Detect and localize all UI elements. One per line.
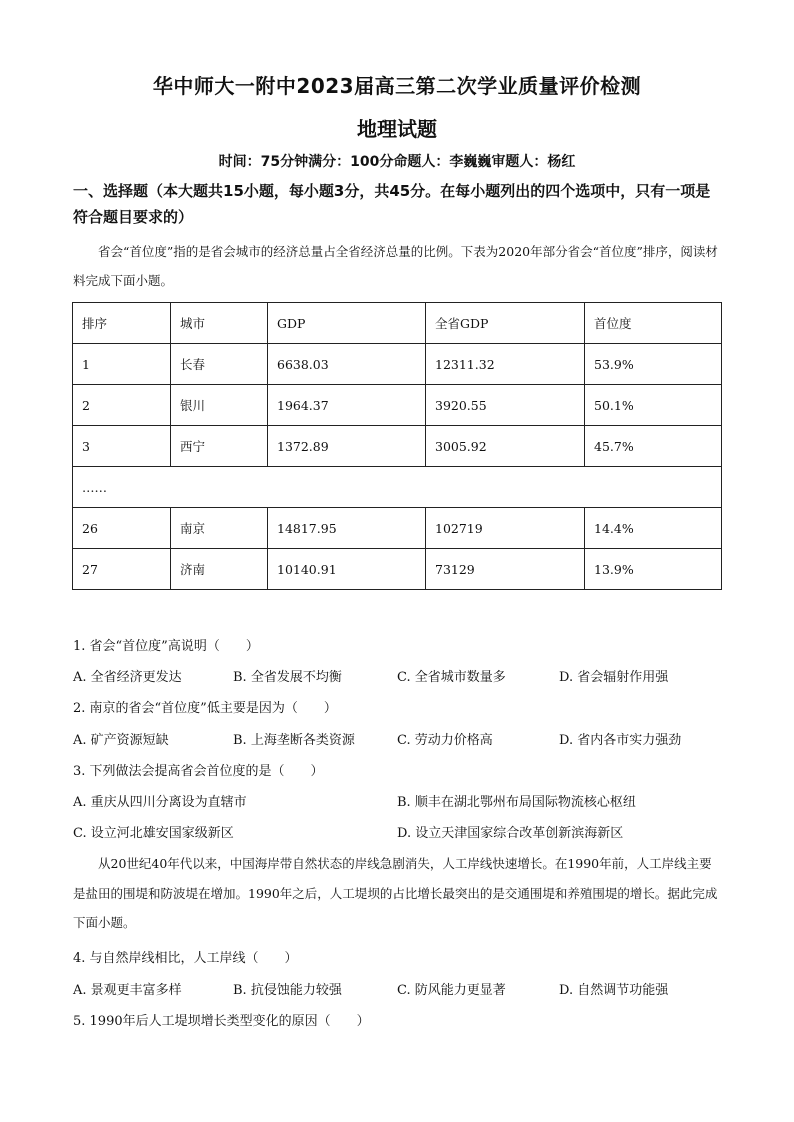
table-cell: 27 — [73, 549, 171, 590]
option-b[interactable]: B. 抗侵蚀能力较强 — [233, 983, 342, 998]
table-cell: 2 — [73, 385, 171, 426]
table-ellipsis-row — [73, 467, 722, 508]
option-d[interactable]: D. 省会辐射作用强 — [559, 670, 669, 685]
table-header-cell: 全省GDP — [426, 303, 585, 344]
option-d[interactable]: D. 自然调节功能强 — [559, 983, 669, 998]
question-3-stem: 3. 下列做法会提高省会首位度的是（ ） — [73, 764, 324, 779]
table-cell: 45.7% — [585, 426, 722, 467]
table-cell: 3005.92 — [426, 426, 585, 467]
table-row — [73, 549, 722, 590]
table-cell: 53.9% — [585, 344, 722, 385]
table-row — [73, 426, 722, 467]
option-b[interactable]: B. 全省发展不均衡 — [233, 670, 342, 685]
section-heading: 一、选择题（本大题共15小题，每小题3分，共45分。在每小题列出的四个选项中，只有一项是符合题目要求的） — [73, 182, 711, 226]
table-cell: 3 — [73, 426, 171, 467]
table-header-row — [73, 303, 722, 344]
exam-meta: 时间：75分钟满分：100分命题人：李巍巍审题人：杨红 — [218, 154, 576, 170]
table-cell: 73129 — [426, 549, 585, 590]
table-cell: 1372.89 — [268, 426, 426, 467]
option-c[interactable]: C. 全省城市数量多 — [397, 670, 506, 685]
table-ellipsis: …… — [73, 467, 722, 508]
table-cell: 10140.91 — [268, 549, 426, 590]
table-header-cell: GDP — [268, 303, 426, 344]
table-header-cell: 首位度 — [585, 303, 722, 344]
option-d[interactable]: D. 设立天津国家综合改革创新滨海新区 — [397, 826, 624, 841]
table-header-cell: 排序 — [73, 303, 171, 344]
table-cell: 14.4% — [585, 508, 722, 549]
table-cell: 14817.95 — [268, 508, 426, 549]
option-a[interactable]: A. 景观更丰富多样 — [73, 983, 182, 998]
question-2-stem: 2. 南京的省会“首位度”低主要是因为（ ） — [73, 701, 337, 716]
option-c[interactable]: C. 劳动力价格高 — [397, 733, 493, 748]
table-cell: 26 — [73, 508, 171, 549]
question-4-stem: 4. 与自然岸线相比，人工岸线（ ） — [73, 951, 298, 966]
table-cell: 102719 — [426, 508, 585, 549]
option-b[interactable]: B. 顺丰在湖北鄂州布局国际物流核心枢纽 — [397, 795, 636, 810]
option-c[interactable]: C. 防风能力更显著 — [397, 983, 506, 998]
exam-title: 华中师大一附中2023届高三第二次学业质量评价检测 — [152, 74, 642, 98]
table-cell: 12311.32 — [426, 344, 585, 385]
table-cell: 6638.03 — [268, 344, 426, 385]
option-a[interactable]: A. 全省经济更发达 — [73, 670, 182, 685]
table-cell: 西宁 — [171, 426, 268, 467]
table-row — [73, 508, 722, 549]
question-5-stem: 5. 1990年后人工堤坝增长类型变化的原因（ ） — [73, 1014, 370, 1029]
table-cell: 南京 — [171, 508, 268, 549]
table-cell: 13.9% — [585, 549, 722, 590]
table-cell: 1964.37 — [268, 385, 426, 426]
table-header-cell: 城市 — [171, 303, 268, 344]
primacy-table — [72, 302, 722, 590]
question-1-stem: 1. 省会“首位度”高说明（ ） — [73, 639, 259, 654]
table-cell: 1 — [73, 344, 171, 385]
table-cell: 3920.55 — [426, 385, 585, 426]
table-cell: 50.1% — [585, 385, 722, 426]
exam-subject: 地理试题 — [357, 117, 437, 141]
table-cell: 济南 — [171, 549, 268, 590]
option-a[interactable]: A. 矿产资源短缺 — [73, 733, 169, 748]
option-a[interactable]: A. 重庆从四川分离设为直辖市 — [73, 795, 247, 810]
option-d[interactable]: D. 省内各市实力强劲 — [559, 733, 682, 748]
table-cell: 长春 — [171, 344, 268, 385]
material-intro: 省会“首位度”指的是省会城市的经济总量占全省经济总量的比例。下表为2020年部分省会“首位度”排序，阅读材料完成下面小题。 — [73, 244, 718, 288]
option-b[interactable]: B. 上海垄断各类资源 — [233, 733, 355, 748]
material-coastline: 从20世纪40年代以来，中国海岸带自然状态的岸线急剧消失，人工岸线快速增长。在1990年前，人工岸线主要是盐田的围堤和防波堤在增加。1990年之后，人工堤坝的占比增长最突出的是交通围堤和养殖围堤的增长。据此完成下面小题。 — [73, 856, 718, 930]
option-c[interactable]: C. 设立河北雄安国家级新区 — [73, 826, 234, 841]
table-row — [73, 344, 722, 385]
table-cell: 银川 — [171, 385, 268, 426]
table-row — [73, 385, 722, 426]
